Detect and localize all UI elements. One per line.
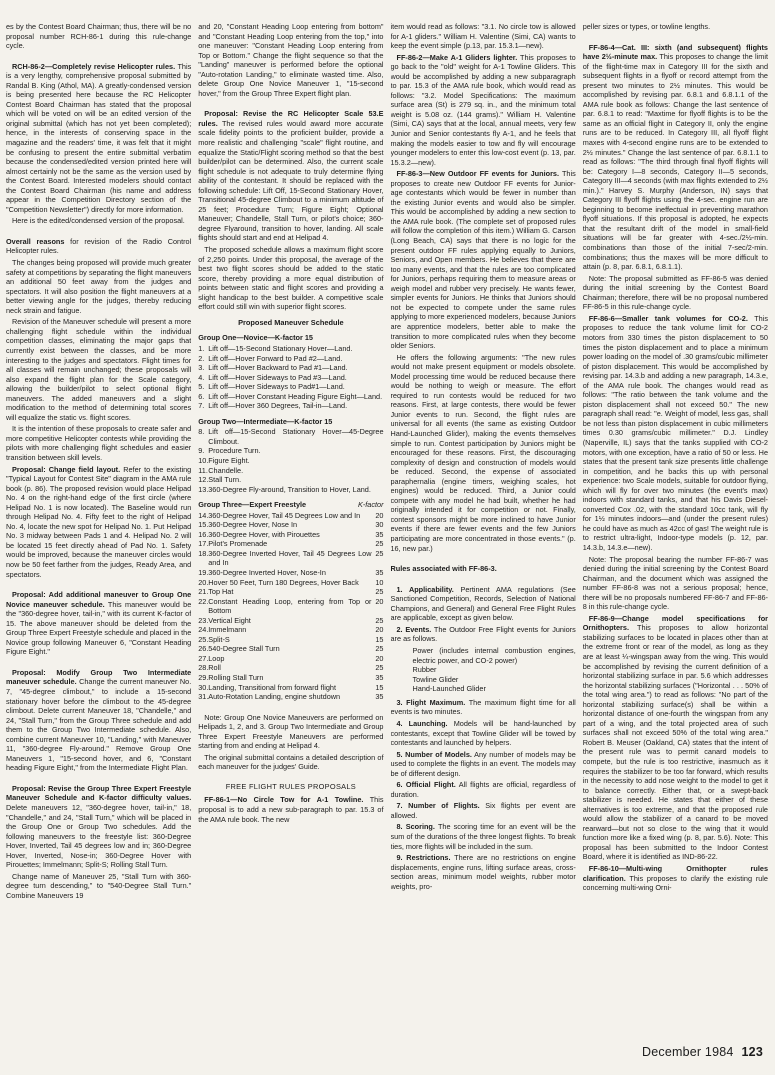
maneuver-k-factor: 20: [375, 625, 384, 635]
maneuver-name: 360-Degree Fly-around, Transition to Hover, Land.: [208, 484, 371, 494]
paragraph: FF-86-2—Make A-1 Gliders lighter. This proposes to go back to the "old" weight for A-1 Towline Gliders. This would be accomplished by adding a new subparagraph to par. 15.3 of the AMA rule book, which would read as follows: "3.2. Model Specifications: The maximum surface area (St) is 279 sq. in., and the minimum total weight is 5.08 oz. (144 grams)." William H. Valentine (Simi, CA) says that at the local, annual meets, very few Junior and Senior contestants fly A-1, and he feels that making the models easier to tow and fly will encourage younger modelers to enter this low-cost event (p. 13, par. 15.3.2—new).: [390, 52, 576, 167]
schedule-title: Proposed Maneuver Schedule: [238, 317, 344, 327]
maneuver-row: [198, 427, 383, 446]
paragraph: The original submittal contains a detailed description of each maneuver for the judges' Guide.: [198, 752, 384, 772]
paragraph: FF-86-3—New Outdoor FF events for Juniors. This proposes to create new Outdoor FF events for Junior-age contestants which would be fewer in number than the existing Junior events and would also be simpler. This would be accomplished by adding a new section to the AMA rule book. (The complete set of proposed rules will follow the completion of this item.) William G. Carson (Long Beach, CA) says that there is no logic for the present outdoor FF rules applying equally to Juniors, Seniors, and Open members. He believes that there are too many events, and that the rules are too complicated for Juniors, perhaps requiring them to measure areas or weigh model and rubber very precisely. He wants fewer, simpler events for Juniors. He thinks that Juniors should not be expected to compete under the same rules applying to more experienced modelers, because Juniors are apprentice modelers, better able to make the transition to more complicated rules when they become older Seniors.: [390, 169, 576, 351]
paragraph: and 20, "Constant Heading Loop entering from bottom" and "Constant Heading Loop entering from the top," into one maneuver: "Constant Heading Loop entering from Top or Bottom." Change the flight sequence so that the "Landing" maneuver is performed before the optional "Auto-rotation Landing," to eliminate wasted time. Also, delete Group One Novice Maneuver 1, "15-second hover," from the Group Three Expert flight plan.: [198, 22, 384, 98]
maneuver-k-factor: 30: [375, 520, 384, 530]
paragraph: The changes being proposed will provide much greater safety at competitions by separating the flight maneuvers an additional 50 feet away from the judges and spectators. It will also position the flight maneuvers at a better viewing angle for the judges, thereby reducing neck strain and fatigue.: [6, 258, 192, 315]
maneuver-k-factor: 35: [375, 692, 384, 702]
paragraph: Here is the edited/condensed version of the proposal.: [12, 216, 185, 226]
maneuver-name: Roll: [208, 663, 221, 673]
list-item: Towline Glider: [412, 674, 459, 684]
maneuver-number: 5.: [198, 382, 205, 392]
maneuver-row: [198, 382, 383, 392]
maneuver-k-factor: 35: [375, 673, 384, 682]
paragraph: 4. Launching. Models will be hand-launched by contestants, except that Towline Glider will be towed by contestants and launched by helpers.: [390, 718, 576, 748]
maneuver-k-factor: 25: [375, 587, 384, 597]
maneuver-name: Stall Turn.: [208, 475, 242, 485]
paragraph: He offers the following arguments: "The new rules would not make present equipment or models obsolete. Model processing time would be reduced because there would be nothing to weigh or measure. The effort required to run contests would be reduced for two reasons. First, at large contests, there would be fewer Junior events to run. Second, the flight rules are universal for all events (the same as existing Outdoor Hand-Launched Glider), making the events themselves simple to run. Contest participation by Juniors might be encouraged for these reasons. First, the discouraging complexity of design and construction of models would be reduced. Second, the expense of associated paraphernalia (engine timers, weighing scales, hot engines) would be reduced. Third, a Junior could compete with any model he had built, whether he had originally intended it for competition or not. Finally, contest sponsors might be more inclined to have Junior events if there are fewer events and the few Juniors participating are more concentrated in those events." (p. 16, new par.): [390, 352, 576, 553]
maneuver-schedule: [198, 333, 383, 701]
maneuver-k-factor: 25: [375, 615, 384, 625]
maneuver-row: [198, 511, 383, 521]
maneuver-row: [198, 663, 383, 673]
maneuver-number: 10.: [198, 455, 209, 465]
maneuver-number: 30.: [198, 682, 209, 692]
maneuver-name: 360-Degree Hover, with Pirouettes: [208, 529, 320, 539]
maneuver-name: Top Hat: [208, 587, 234, 597]
maneuver-number: 11.: [198, 465, 208, 475]
paragraph: RCH-86-2—Completely revise Helicopter rules. This is a very lengthy, comprehensive proposal submitted by Randal B. King (Athol, MA). A greatly-condensed version is being presented here because the RC Helicopter Contest Board Chairman has stated that the proposal which will be voted on will be an edited version of the original submittal (which has not yet been completed); hence, in the interests of conserving space in the magazine and the readers' time, it was felt that it might be confusing to present the entire submittal verbatim because the condensed/edited version printed here will almost certainly not be the same as the version used by the Contest Board. Interested modelers should contact the Contest Board Chairman (his name and address appear in the Competition Directory section of the "Competition Newsletter") directly for more information.: [6, 61, 192, 214]
maneuver-k-factor: 35: [375, 529, 384, 539]
maneuver-number: 22.: [198, 596, 209, 606]
maneuver-name: Lift off—Hover Backward to Pad #1—Land.: [208, 363, 348, 373]
paragraph: FF-86-6—Smaller tank volumes for CO-2. This proposes to reduce the tank volume limit for CO-2 motors from 330 times the piston displacement to 50 times the piston displacement and to place a minimum power loading on the model of .30 grams/cubic millimeter of piston displacement. This would be accomplished by revising par. 14.3.b and adding a new paragraph, 14.3.e, of the AMA rule book. The changes would read as follows: "The ratio between the tank volume and the piston displacement shall not exceed 50." The new paragraph shall read: "e. Weight of model, less gas, shall be not less than piston displacement in cubic millimeters times 0.30 grams/cubic millimeter." D.J. Lindley (Naperville, IL) says that the tanks supplied with CO-2 motors, with one exception, have a ratio of 50 or less. He states that the present tank size presents little challenge in competition, and he backs this up with personal experience: two Scale models, suitable for outdoor flying, which will fly for over two minutes (the event's max) indoors with standard tanks, and that his Davis Diesel-converted Cox .02, with the standard 10cc tank, will fly for 1½ minutes indoors—and (under the present rules) he could have as much as 42cc of gas! The weight rule is to restrict ultra-light, Indoor-type models (p. 12, par. 14.3.b, 14.3.e—new).: [582, 313, 768, 552]
maneuver-number: 2.: [198, 353, 205, 363]
paragraph: FF-86-10—Multi-wing Ornithopter rules clarification. This proposes to clarify the existing rule concerning multi-wing Orni-: [582, 864, 768, 893]
maneuver-row: [198, 635, 383, 645]
maneuver-name: Procedure Turn.: [208, 446, 261, 456]
maneuver-name: Lift off—Hover Constant Heading Figure Eight—Land.: [208, 391, 383, 401]
paragraph: 6. Official Flight. All flights are official, regardless of duration.: [390, 780, 576, 799]
page-footer: [642, 1045, 763, 1059]
maneuver-name: Pilot's Promenade: [208, 539, 268, 549]
maneuver-row: [198, 587, 383, 597]
maneuver-row: [198, 616, 383, 626]
paragraph: item would read as follows: "3.1. No circle tow is allowed for A-1 gliders." William H. Valentine (Simi, CA) wants to keep the event simple (p.13, par. 15.3.1—new).: [390, 22, 576, 51]
maneuver-number: 21.: [198, 587, 209, 597]
maneuver-row: [198, 644, 383, 654]
maneuver-number: 19.: [198, 567, 209, 577]
maneuver-row: [198, 549, 383, 568]
maneuver-number: 6.: [198, 391, 205, 401]
maneuver-row: [198, 475, 383, 485]
maneuver-row: [198, 363, 383, 373]
maneuver-k-factor: 15: [375, 634, 384, 644]
list-item: Rubber: [412, 665, 437, 675]
maneuver-name: Lift off—15-Second Stationary Hover—45-Degree Climbout.: [208, 427, 384, 446]
maneuver-number: 29.: [198, 673, 209, 682]
maneuver-row: [198, 520, 383, 530]
maneuver-number: 7.: [198, 401, 205, 411]
paragraph: 1. Applicability. Pertinent AMA regulations (See Sanctioned Competition, Records, Selection of National Champions, and General) and General Free Flight Rules are applicable, except as given below.: [390, 584, 576, 623]
paragraph: FF-86-4—Cat. III: sixth (and subsequent) flights have 2½-minute max. This proposes to change the limit of the flight-time max in Category III for the sixth and subsequent flights in a flyoff or record attempt from the present two minutes to 2½ minutes. This would be accomplished by revising par. 6.8.1 and 6.8.1.1 of the AMA rule book as follows: Change the last sentence of par. 6.8.1 to read: "Maxtime for flyoff flights is to be the same as an official flight in Category II, only the engine runs are to be reduced. In Category III, all flyoff flight maxes with 4-second engine runs are to be extended to 2½ minutes." Change the last sentence of par. 6.8.1.1 to read as follows: "The third through final flyoff flights will be: Category I—8 seconds, Category II—5 seconds, Category III—4 seconds (with max flights extended to 2½ min.)." Harvey S. Murphy (Anderson, IN) says that Category III flyoff flights using the 4-sec. engine run are beginning to become ineffectual in preventing marathon flyoff situations. If this proposal is adopted, he expects that the resultant drift of the model in small-field situations will be far greater with 4-sec./2½-min. combinations than those of the initial 7-sec/2-min. combinations; thus the maxes will be more difficult to attain (p. 8, par. 6.8.1, 6.8.1.1).: [582, 42, 768, 272]
maneuver-k-factor: 20: [375, 510, 384, 520]
maneuver-name: Hover 50 Feet, Turn 180 Degrees, Hover Back: [208, 577, 359, 587]
group-one-title: Group One—Novice—K-factor 15: [198, 333, 313, 343]
maneuver-name: Figure Eight.: [208, 455, 250, 465]
maneuver-k-factor: 25: [375, 548, 384, 558]
paragraph: 5. Number of Models. Any number of models may be used to complete the flights in an event. The models may be of different design.: [390, 749, 576, 778]
paragraph: Change name of Maneuver 25, "Stall Turn with 360-degree turn descending," to "540-Degree Stall Turn." Combine Maneuvers 19: [6, 871, 192, 900]
maneuver-number: 16.: [198, 529, 209, 539]
paragraph: 9. Restrictions. There are no restrictions on engine displacements, engine runs, lifting surface areas, cross-section areas, minimum model weights, rubber motor weights, pro-: [390, 853, 576, 891]
events-list: [391, 646, 576, 694]
maneuver-k-factor: 20: [375, 653, 384, 663]
paragraph: peller sizes or types, or towline lengths.: [582, 22, 711, 31]
maneuver-row: [198, 568, 383, 578]
maneuver-row: [198, 446, 383, 456]
maneuver-row: [198, 597, 383, 616]
maneuver-number: 26.: [198, 644, 209, 654]
list-item: Power (includes internal combustion engines, electric power, and CO-2 power): [412, 645, 576, 665]
paragraph: Proposal: Modify Group Two Intermediate maneuver schedule. Change the current maneuver No. 7, "45-degree climbout," to include a 15-second stationary hover before the climbout to the 45-degree climbout. Delete current Maneuver 18, "Chandelle," and 24, "Stall Turn," from the Group Three schedule and add them to the Group Two Intermediate schedule. Also, combine current Maneuver 10, "Landing," with Maneuver 11, "360-degree Fly-around." Remove Group One Maneuvers 1, "15-second hover, and 6, "Constant heading Figure Eight," from the Intermediate Flight Plan.: [6, 667, 192, 773]
paragraph: Revision of the Maneuver schedule will present a more challenging flight schedule within the individual competition classes, eliminating the major gaps that currently exist between the classes, and be more interesting to the judges and spectators. Flight times for all classes will remain unchanged; these proposals will also expand the flight plan for the Scale category, allowing the builder/pilot to select optional flight maneuvers. The added maneuvers and a slight modification to the method of determining total scores will equalize the static vs. flight scores.: [6, 317, 192, 422]
maneuver-name: 360-Degree Hover, Nose In: [208, 520, 298, 530]
maneuver-number: 1.: [198, 343, 205, 353]
maneuver-row: [198, 539, 383, 549]
paragraph: The proposed schedule allows a maximum flight score of 2,250 points. Under this proposal, the average of the best two flight scores should be added to the static score, thereby providing a more equal distribution of points between static and flight scores and providing a slight handicap to the best builder. A competitive scale effort could still win with superior flight scores.: [198, 245, 384, 312]
maneuver-name: Rolling Stall Turn: [208, 673, 264, 682]
paragraph: Note: Group One Novice Maneuvers are performed on Helipads 1, 2, and 3. Group Two Intermediate and Group Three Expert Freestyle Maneuvers are performed starting from and ending at Helipad 4.: [198, 712, 384, 751]
paragraph: Proposal: Change field layout. Refer to the existing "Typical Layout for Contest Site" diagram in the AMA rule book (p. 86). The proposed revision would place Helipad No. 4 on the right-hand edge of the first circle (where Helipad No. 1 is now located). The Baseline would run through Helipad No. 4. Fifty feet to the right of Helipad No. 4, locate the new spot for Helipad No. 1. Put Helipad No. 3 midway between Pads 1 and 4. Helipad No. 2 will be located 15 feet directly ahead of Pad No. 1. Safety would be improved, because the maneuver circles would now be 50 feet farther from the judges, Ready Area, and spectators.: [6, 464, 192, 579]
paragraph: Proposal: Add additional maneuver to Group One Novice maneuver schedule. This maneuver would be the "360-degree hover, tail-in," with its current K-factor of 15. The above maneuver should be deleted from the Group Three Expert Freestyle schedule and placed in the Novice group following Maneuver 6, "Constant Heading Figure Eight.": [6, 590, 192, 657]
maneuver-name: Lift off—Hover 360 Degrees, Tail-in—Land.: [208, 401, 348, 411]
paragraph: 7. Number of Flights. Six flights per event are allowed.: [390, 801, 576, 820]
paragraph: FF-86-1—No Circle Tow for A-1 Towline. This proposal is to add a new sub-paragraph to par. 15.3 of the AMA rule book. The new: [198, 795, 384, 824]
maneuver-number: 23.: [198, 615, 209, 625]
maneuver-row: [198, 401, 383, 411]
maneuver-name: Auto-Rotation Landing, engine shutdown: [208, 692, 341, 702]
paragraph: Proposal: Revise the RC Helicopter Scale 53.E rules. The revised rules would award more accurate scale fidelity points to the proficient builder, provide a more realistic and challenging "scale" flight routine, and equalize the Static/Flight scoring method so that the best builder/pilot can be determined. Also, the current scale flight schedule is not adequate to truly determine flying ability of the contestant. It should be replaced with the following schedule: Lift Off, 15-Second Stationary Hover, Transitional 45-degree Climbout to a minimum altitude of 25 feet; Procedure Turn; Figure Eight; Optional Maneuver; Chandelle, Stall Turn, or pilot's choice; 360-degree Flyaround, transition to hover, landing. All scale flights should start and end at Helipad 4.: [198, 109, 384, 243]
maneuver-k-factor: 20: [375, 596, 384, 606]
maneuver-number: 27.: [198, 653, 209, 663]
maneuver-row: [198, 692, 383, 702]
maneuver-name: Lift off—Hover Sideways to Pad#1—Land.: [208, 382, 345, 392]
column-1: [6, 22, 191, 1027]
paragraph: 2. Events. The Outdoor Free Flight events for Juniors are as follows.: [390, 624, 576, 644]
maneuver-number: 18.: [198, 548, 209, 558]
maneuver-row: [198, 354, 383, 364]
maneuver-row: [198, 466, 383, 476]
maneuver-name: 360-Degree Inverted Hover, Nose-In: [208, 567, 326, 577]
paragraph: 3. Flight Maximum. The maximum flight time for all events is two minutes.: [390, 697, 576, 717]
maneuver-number: 8.: [198, 427, 205, 437]
maneuver-name: Landing, Transitional from forward flight: [208, 682, 337, 692]
maneuver-row: [198, 673, 383, 683]
article-columns: [6, 22, 768, 1027]
maneuver-name: Vertical Eight: [208, 615, 251, 625]
maneuver-row: [198, 530, 383, 540]
maneuver-number: 20.: [198, 577, 209, 587]
maneuver-k-factor: 25: [375, 644, 384, 654]
paragraph: es by the Contest Board Chairman; thus, there will be no proposal number RCH-86-1 during this rule-change cycle.: [6, 22, 192, 51]
maneuver-row: [198, 392, 383, 402]
maneuver-row: [198, 683, 383, 693]
maneuver-k-factor: 35: [375, 567, 384, 577]
maneuver-name: Chandelle.: [208, 465, 244, 475]
maneuver-number: 13.: [198, 484, 209, 494]
maneuver-number: 28.: [198, 663, 209, 673]
maneuver-number: 3.: [198, 363, 205, 373]
paragraph: It is the intention of these proposals to create safer and more competitive Helicopter contests while providing the pilots with more challenging flight schedules and easier transition between skill levels.: [6, 424, 192, 462]
maneuver-k-factor: 10: [375, 577, 384, 587]
issue-date: December 1984: [641, 1045, 734, 1059]
paragraph: 8. Scoring. The scoring time for an event will be the sum of the durations of the three longest flights. To break ties, more flights will be included in the sum.: [390, 822, 576, 851]
group-three-title: Group Three—Expert Freestyle K-factor: [198, 500, 384, 510]
maneuver-row: [198, 654, 383, 664]
maneuver-number: 12.: [198, 475, 209, 485]
page-number: 123: [741, 1045, 763, 1059]
paragraph: Note: The proposal submitted as FF-86-5 was denied during the initial screening by the Contest Board Chairman; therefore, there will be no proposal numbered FF-86-5 in this rule-change cycle.: [582, 273, 768, 312]
maneuver-row: [198, 485, 383, 495]
paragraph: Overall reasons for revision of the Radio Control Helicopter rules.: [6, 236, 192, 256]
maneuver-name: Loop: [208, 653, 225, 663]
maneuver-row: [198, 373, 383, 383]
maneuver-name: 360-Degree Hover, Tail 45 Degrees Low and In: [208, 510, 361, 520]
list-item: Hand-Launched Glider: [412, 684, 486, 694]
maneuver-number: 9.: [198, 446, 205, 456]
paragraph: Note: The proposal bearing the number FF-86-7 was denied during the initial screening by the Contest Board Chairman, and the document which was assigned the number FF-86-8 was not a serious proposal; hence, there will be no proposals numbered FF-86-7 and FF-86-8 in this rule-change cycle.: [582, 554, 768, 612]
maneuver-k-factor: 25: [375, 663, 384, 673]
paragraph: FF-86-9—Change model specifications for Ornithopters. This proposes to allow horizontal stabilizing surfaces to be located in places other than at the extreme front or rear of the model, as long as they are at least ¼-wingspan away from the wing. This would be accomplished by revising the current definition of a horizontal stabilizing surface in par. 5.6 which addresses the horizontal stabilizing surfaces ("Horizontal . . . 50% of the total wing area.") to read as follows: "No part of the horizontal stabilizing surface(s) shall be within a horizontal distance of one-fourth the wingspan from any part of a wing, and the total projected area of such surfaces shall not exceed 50% of the total wing area." Robert B. Meuser (Oakland, CA) states that the intent of the present rule was to permit canard models to compete, but the rule is too restrictive, inasmuch as it requires the stabilizer to be too far forward, which results in the necessity to add nose weight to the model to get it to balance correctly. Either that, or a swept-back stabilizer is needed. He states that either of these alternatives is too extreme, and that the proposed rule would allow the stabilizer of a canard to be moved rearward—but not so close to the wing that it would function more like a fixed wing (p. 8, par. 5.6). Note: This proposal has been submitted to the Indoor Contest Board, where it is identified as IND-86-22.: [582, 613, 768, 862]
paragraph: Proposal: Revise the Group Three Expert Freestyle Maneuver Schedule and K-factor difficulty values. Delete maneuvers 12, "360-degree hover, tail-in," 18, "Chandelle," and 24, "Stall Turn," which will be placed in the Group One or Group Two schedules. Add the following maneuvers to the freestyle list: 360-Degree Hover, Inverted, Tail 45 degrees low and in; 360-Degree Hover, Inverted, Nose-in; 360-Degree Hover with Pirouettes; Immelmann; Split-S; Rolling Stall Turn.: [6, 783, 192, 870]
maneuver-row: [198, 578, 383, 588]
section-title-free-flight: FREE FLIGHT RULES PROPOSALS: [225, 781, 357, 791]
maneuver-row: [198, 625, 383, 635]
column-4: [583, 22, 768, 1027]
maneuver-name: Lift off—Hover Forward to Pad #2—Land.: [208, 353, 343, 363]
maneuver-number: 17.: [198, 539, 209, 549]
maneuver-k-factor: 25: [375, 539, 384, 549]
group-two-title: Group Two—Intermediate—K-factor 15: [198, 416, 333, 426]
maneuver-name: Constant Heading Loop, entering from Top or Bottom: [208, 596, 372, 616]
maneuver-name: Lift off—15-Second Stationary Hover—Land.: [208, 343, 353, 353]
maneuver-name: Lift off—Hover Sideways to Pad #3—Land.: [208, 372, 347, 382]
maneuver-row: [198, 344, 383, 354]
rules-title: Rules associated with FF-86-3.: [390, 564, 497, 574]
column-3: [391, 22, 576, 1027]
maneuver-number: 31.: [198, 692, 209, 702]
maneuver-name: 540-Degree Stall Turn: [208, 644, 280, 654]
maneuver-name: Immelmann: [208, 625, 247, 635]
maneuver-name: 360-Degree Inverted Hover, Tail 45 Degrees Low and In: [208, 548, 372, 568]
maneuver-name: Split-S: [208, 634, 230, 644]
maneuver-number: 4.: [198, 372, 205, 382]
maneuver-k-factor: 15: [375, 682, 384, 692]
maneuver-number: 25.: [198, 634, 209, 644]
maneuver-number: 24.: [198, 625, 209, 635]
maneuver-number: 14.: [198, 510, 209, 520]
column-2: [198, 22, 383, 1027]
maneuver-number: 15.: [198, 520, 209, 530]
maneuver-row: [198, 456, 383, 466]
